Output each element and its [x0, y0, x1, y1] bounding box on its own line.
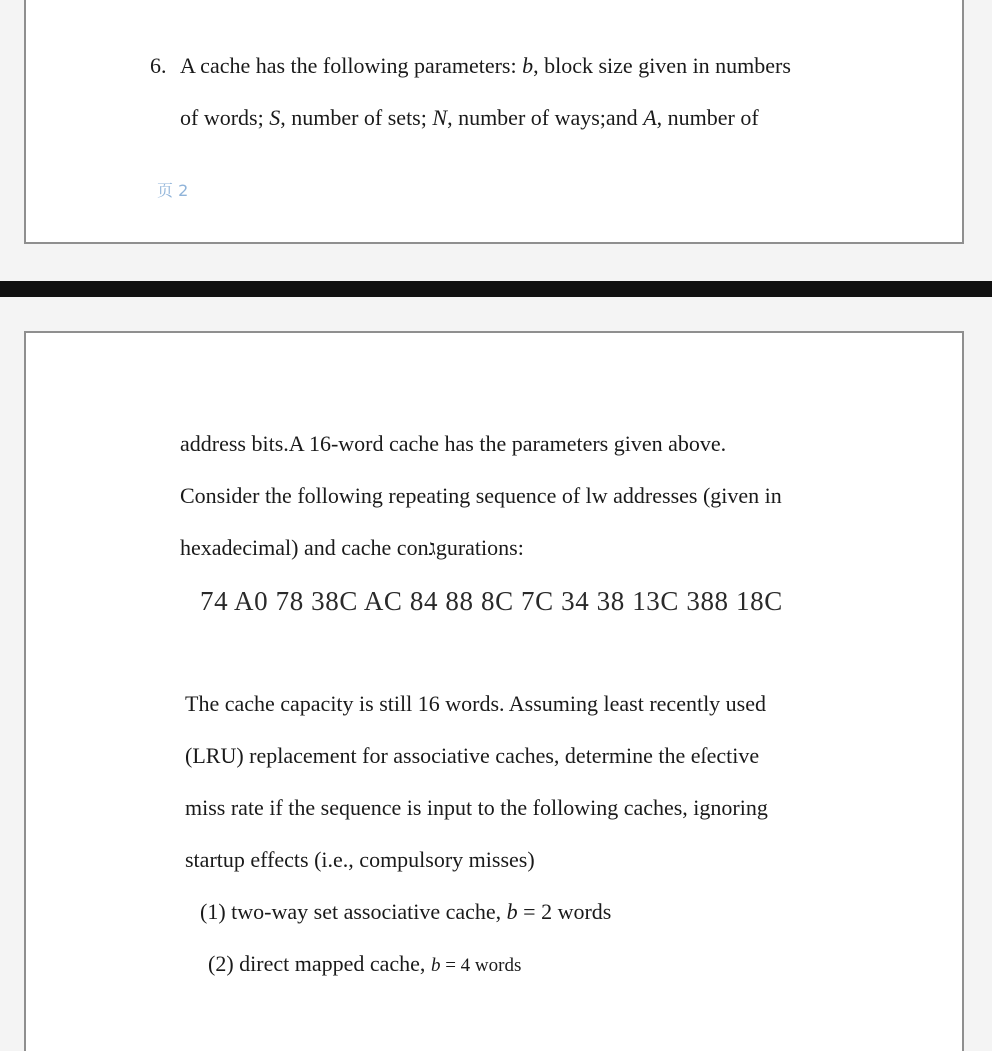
- paragraph-line-4: startup effects (i.e., compulsory misses): [185, 847, 535, 872]
- item-1-text-a: (1) two-way set associative cache,: [200, 899, 507, 924]
- page-divider: [0, 281, 992, 297]
- question-number: 6.: [150, 53, 167, 78]
- body-line-2: Consider the following repeating sequence of lw addresses (given in: [180, 483, 782, 508]
- question-line-2: [180, 105, 759, 131]
- var-b: b: [522, 53, 534, 78]
- item-2-text-b: = 4 words: [440, 955, 522, 976]
- item-1-text-b: = 2 words: [517, 899, 612, 924]
- question-line-2-text-d: , number of: [656, 105, 759, 130]
- var-s: S: [269, 105, 281, 130]
- paragraph-line-2: (LRU) replacement for associative caches, determine the eſective: [185, 743, 760, 768]
- question-line-2-text-a: of words;: [180, 105, 270, 130]
- item-2-text-a: (2) direct mapped cache,: [208, 951, 431, 976]
- page-number-marker: 页 2: [157, 181, 189, 200]
- body-line-1: address bits.A 16-word cache has the parameters given above.: [180, 431, 727, 456]
- var-n: N: [432, 105, 448, 130]
- paragraph-line-1: The cache capacity is still 16 words. Assuming least recently used: [185, 691, 767, 716]
- item-1: [200, 899, 611, 925]
- item-1-var-b: b: [506, 899, 518, 924]
- question-line-1-text-a: A cache has the following parameters:: [180, 53, 523, 78]
- question-line-1: [180, 53, 791, 79]
- body-line-3: hexadecimal) and cache conגgurations:: [180, 535, 524, 560]
- question-line-2-text-b: , number of sets;: [280, 105, 433, 130]
- question-line-2-text-c: , number of ways;and: [447, 105, 644, 130]
- item-2: [208, 951, 521, 979]
- var-a: A: [643, 105, 657, 130]
- paragraph-line-3: miss rate if the sequence is input to the following caches, ignoring: [185, 795, 768, 820]
- question-line-1-text-b: , block size given in numbers: [533, 53, 791, 78]
- address-sequence: 74 A0 78 38C AC 84 88 8C 7C 34 38 13C 388 18C: [200, 586, 783, 616]
- item-2-var-b: b: [430, 955, 441, 976]
